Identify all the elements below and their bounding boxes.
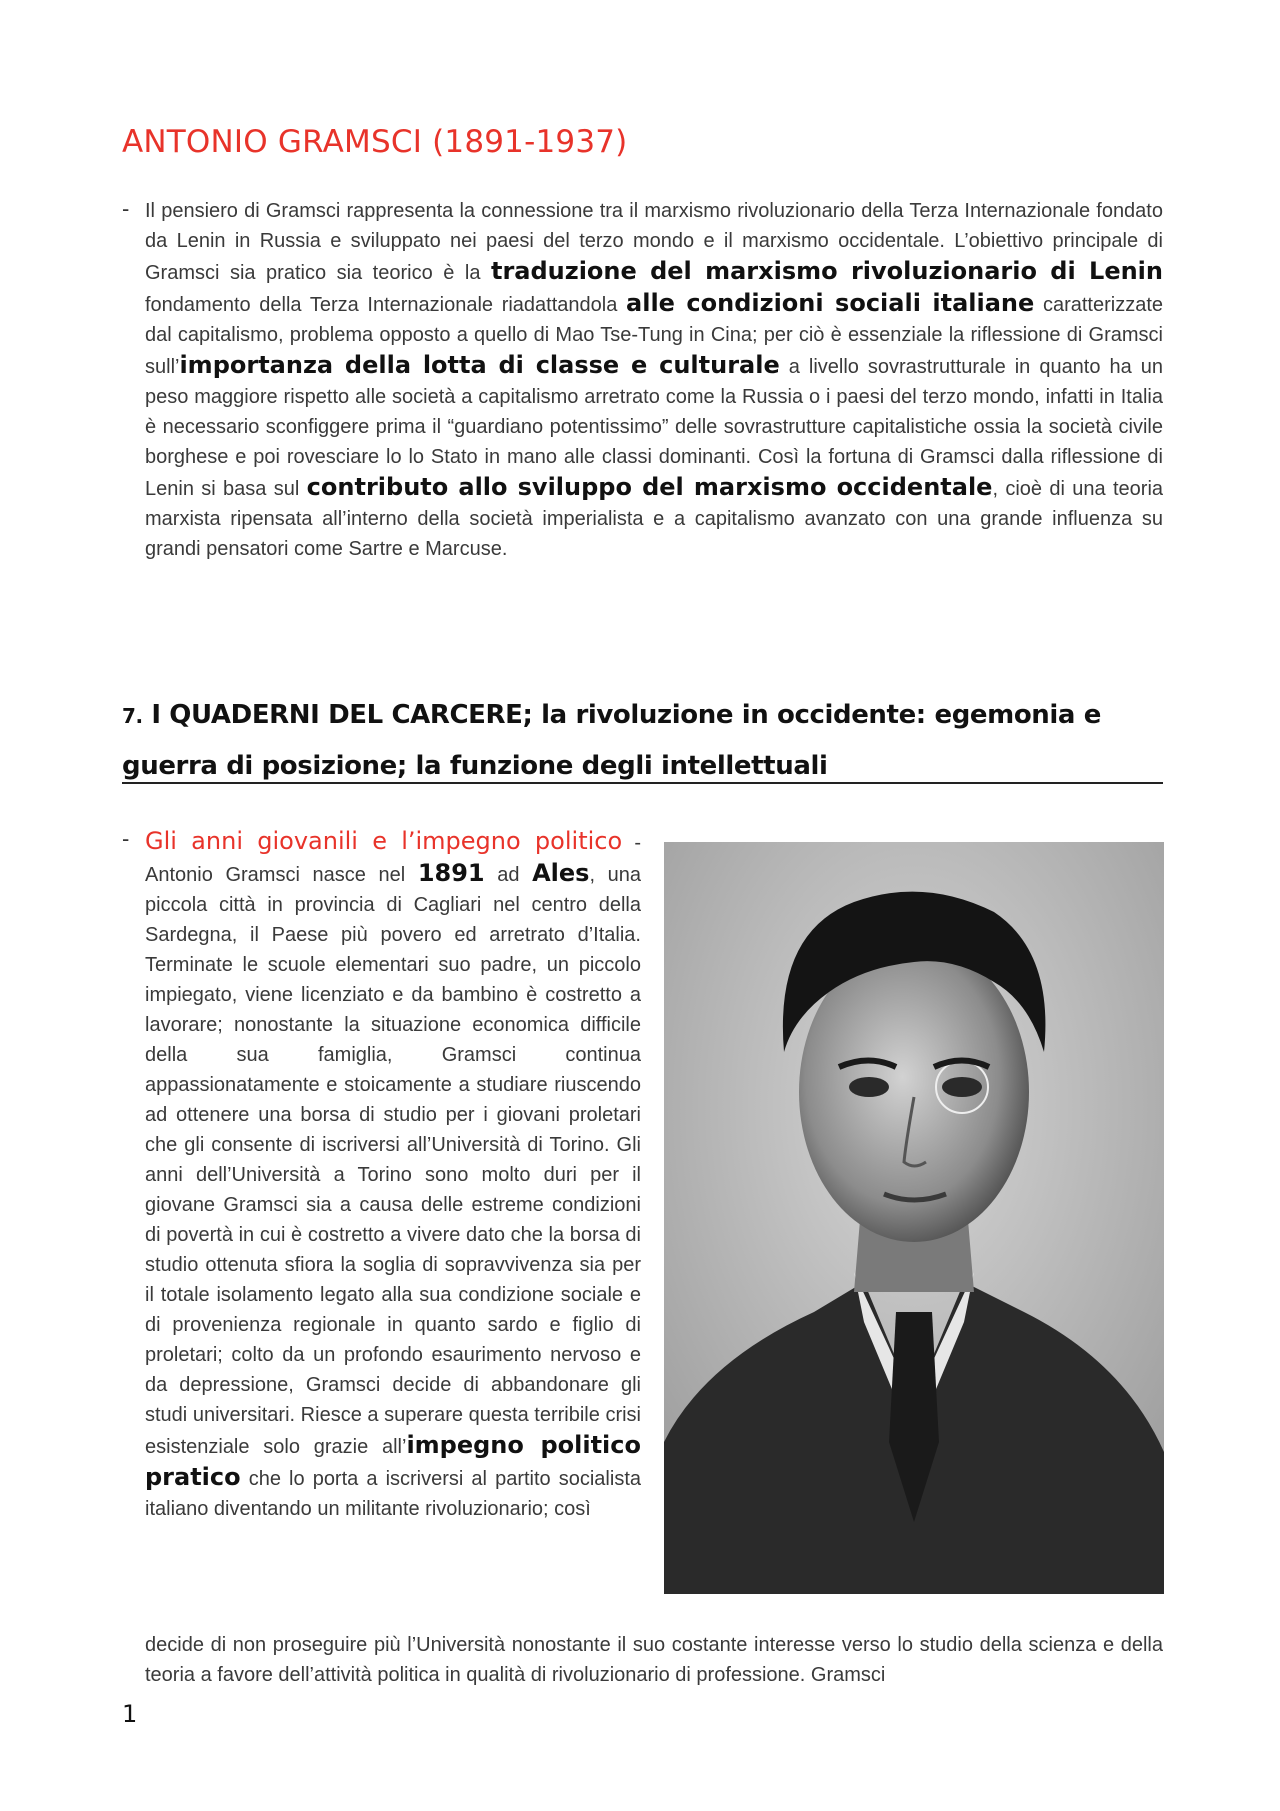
bold-phrase: traduzione del marxismo rivoluzionario di Lenin (490, 257, 1163, 285)
youth-paragraph: Gli anni giovanili e l’impegno politico - Antonio Gramsci nasce nel 1891 ad Ales, una piccola città in provincia di Cagliari nel centro della Sardegna, il Paese più povero ed arretrato d’Italia. Terminate le scuole elementari suo padre, un piccolo impiegato, viene licenziato e da bambino è costretto a lavorare; nonostante la situazione economica difficile della sua famiglia, Gramsci continua appassionatamente e stoicamente a studiare riuscendo ad ottenere una borsa di studio per i giovani proletari che gli consente di iscriversi all’Università di Torino. Gli anni dell’Università a Torino sono molto duri per il giovane Gramsci sia a causa delle estreme condizioni di povertà in cui è costretto a vivere dato che la borsa di studio ottenuta sfiora la soglia di sopravvivenza sia per il totale isolamento legato alla sua condizione sociale e di provenienza regionale in quanto sardo e figlio di proletari; colto da un profondo esaurimento nervoso e da depressione, Gramsci decide di abbandonare gli studi universitari. Riesce a superare questa terribile crisi esistenziale solo grazie all’impegno politico pratico che lo porta a iscriversi al partito socialista italiano diventando un militante rivoluzionario; così (145, 827, 642, 1520)
heading-divider (122, 782, 1163, 784)
bold-phrase: contributo allo sviluppo del marxismo occidentale (306, 473, 993, 501)
subsection-title: Gli anni giovanili e l’impegno politico (145, 827, 623, 855)
bold-phrase: Ales (532, 859, 590, 887)
bold-phrase: importanza della lotta di classe e culturale (179, 351, 780, 379)
bold-phrase: alle condizioni sociali italiane (626, 289, 1035, 317)
page-number: 1 (122, 1700, 138, 1728)
intro-paragraph: Il pensiero di Gramsci rappresenta la connessione tra il marxismo rivoluzionario della Terza Internazionale fondato da Lenin in Russia e sviluppato nei paesi del terzo mondo e il marxismo occidentale. L’obiettivo principale di Gramsci sia pratico sia teorico è la traduzione del marxismo rivoluzionario di Lenin fondamento della Terza Internazionale riadattandola alle condizioni sociali italiane caratterizzate dal capitalismo, problema opposto a quello di Mao Tse-Tung in Cina; per ciò è essenziale la riflessione di Gramsci sull’importanza della lotta di classe e culturale a livello sovrastrutturale in quanto ha un peso maggiore rispetto alle società a capitalismo arretrato come la Russia o i paesi del terzo mondo, infatti in Italia è necessario sconfiggere prima il “guardiano potentissimo” delle sovrastrutture capitalistiche ossia la società civile borghese e poi rovesciare lo lo Stato in mano alle classi dominanti. Così la fortuna di Gramsci dalla riflessione di Lenin si basa sul contributo allo sviluppo del marxismo occidentale, cioè di una teoria marxista ripensata all’interno della società imperialista e a capitalismo avanzato con una grande influenza su grandi pensatori come Sartre e Marcuse. (145, 200, 1164, 560)
bullet-marker: - (122, 196, 130, 221)
bold-phrase: impegno politico pratico (145, 1431, 641, 1491)
portrait-illustration (664, 842, 1164, 1594)
bold-phrase: 1891 (417, 859, 485, 887)
section-number: 7. (122, 704, 143, 728)
page-title: ANTONIO GRAMSCI (1891-1937) (122, 124, 628, 160)
bullet-marker: - (122, 826, 130, 851)
section-heading: 7. I QUADERNI DEL CARCERE; la rivoluzione in occidente: egemonia e guerra di posizione; la funzione degli intellettuali (122, 700, 1101, 781)
portrait-photo (664, 842, 1164, 1594)
continuation-paragraph: decide di non proseguire più l’Università nonostante il suo costante interesse verso lo studio della scienza e della teoria a favore dell’attività politica in qualità di rivoluzionario di professione. Gramsci (145, 1634, 1163, 1686)
